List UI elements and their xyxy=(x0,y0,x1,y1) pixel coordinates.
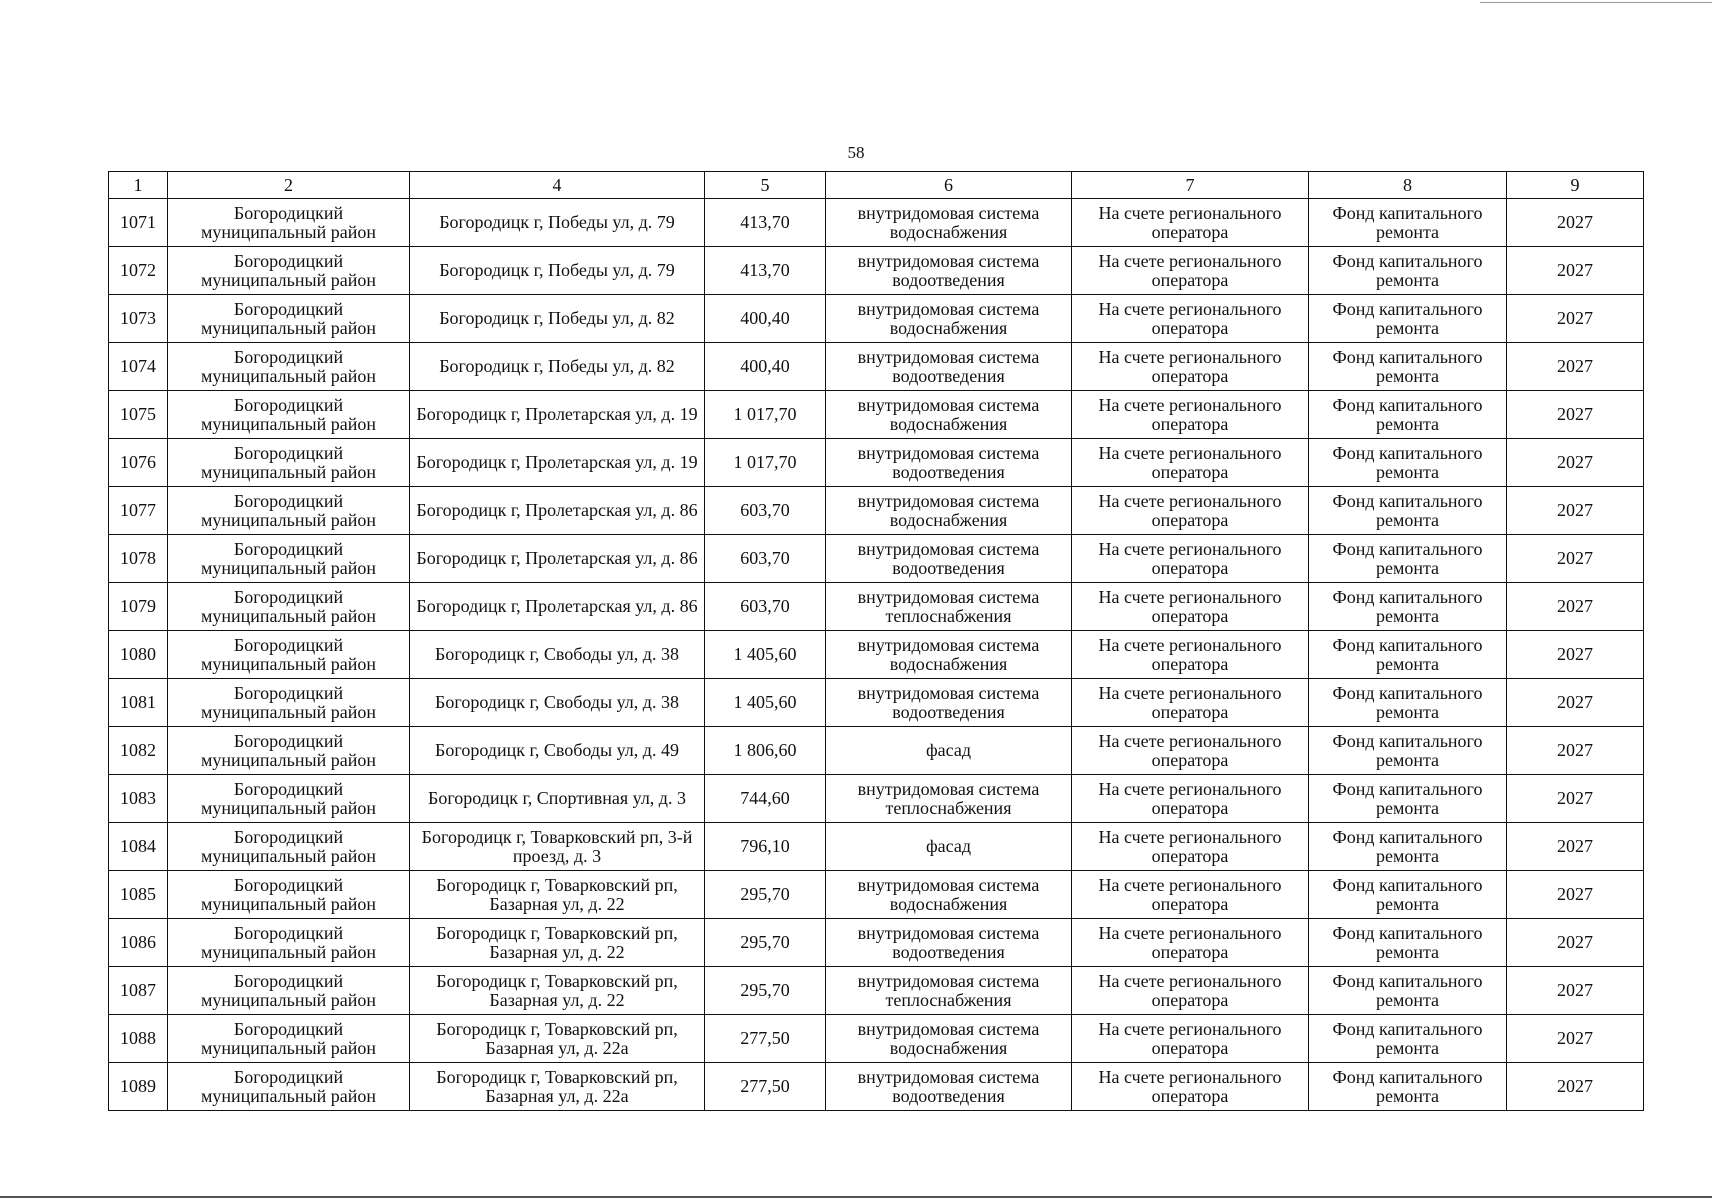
district-cell: Богородицкий муниципальный район xyxy=(168,487,410,535)
account-cell: На счете регионального оператора xyxy=(1072,919,1309,967)
year-cell: 2027 xyxy=(1507,583,1644,631)
work-type-cell: внутридомовая система водоотведения xyxy=(826,679,1072,727)
work-type-cell: внутридомовая система водоснабжения xyxy=(826,871,1072,919)
column-number-header: 6 xyxy=(826,172,1072,199)
district-cell: Богородицкий муниципальный район xyxy=(168,295,410,343)
account-cell: На счете регионального оператора xyxy=(1072,679,1309,727)
area-cell: 413,70 xyxy=(705,247,826,295)
year-cell: 2027 xyxy=(1507,295,1644,343)
district-cell: Богородицкий муниципальный район xyxy=(168,1015,410,1063)
year-cell: 2027 xyxy=(1507,727,1644,775)
row-number-cell: 1083 xyxy=(109,775,168,823)
address-cell: Богородицк г, Пролетарская ул, д. 19 xyxy=(410,439,705,487)
work-type-cell: внутридомовая система теплоснабжения xyxy=(826,583,1072,631)
funding-source-cell: Фонд капитального ремонта xyxy=(1309,1015,1507,1063)
work-type-cell: внутридомовая система водоотведения xyxy=(826,535,1072,583)
district-cell: Богородицкий муниципальный район xyxy=(168,631,410,679)
funding-source-cell: Фонд капитального ремонта xyxy=(1309,679,1507,727)
table-row xyxy=(109,775,1644,823)
funding-source-cell: Фонд капитального ремонта xyxy=(1309,247,1507,295)
district-cell: Богородицкий муниципальный район xyxy=(168,1063,410,1111)
table-row xyxy=(109,535,1644,583)
row-number-cell: 1086 xyxy=(109,919,168,967)
address-cell: Богородицк г, Товарковский рп, Базарная ул, д. 22 xyxy=(410,919,705,967)
row-number-cell: 1080 xyxy=(109,631,168,679)
work-type-cell: внутридомовая система теплоснабжения xyxy=(826,967,1072,1015)
account-cell: На счете регионального оператора xyxy=(1072,295,1309,343)
address-cell: Богородицк г, Свободы ул, д. 49 xyxy=(410,727,705,775)
funding-source-cell: Фонд капитального ремонта xyxy=(1309,727,1507,775)
account-cell: На счете регионального оператора xyxy=(1072,727,1309,775)
year-cell: 2027 xyxy=(1507,823,1644,871)
address-cell: Богородицк г, Товарковский рп, Базарная ул, д. 22 xyxy=(410,871,705,919)
table-row xyxy=(109,871,1644,919)
year-cell: 2027 xyxy=(1507,535,1644,583)
account-cell: На счете регионального оператора xyxy=(1072,1063,1309,1111)
district-cell: Богородицкий муниципальный район xyxy=(168,391,410,439)
year-cell: 2027 xyxy=(1507,631,1644,679)
year-cell: 2027 xyxy=(1507,967,1644,1015)
district-cell: Богородицкий муниципальный район xyxy=(168,871,410,919)
row-number-cell: 1085 xyxy=(109,871,168,919)
district-cell: Богородицкий муниципальный район xyxy=(168,535,410,583)
area-cell: 603,70 xyxy=(705,535,826,583)
table-row xyxy=(109,343,1644,391)
work-type-cell: внутридомовая система водоснабжения xyxy=(826,631,1072,679)
year-cell: 2027 xyxy=(1507,343,1644,391)
row-number-cell: 1088 xyxy=(109,1015,168,1063)
table-row xyxy=(109,583,1644,631)
address-cell: Богородицк г, Товарковский рп, Базарная ул, д. 22а xyxy=(410,1015,705,1063)
row-number-cell: 1084 xyxy=(109,823,168,871)
work-type-cell: внутридомовая система водоснабжения xyxy=(826,487,1072,535)
address-cell: Богородицк г, Спортивная ул, д. 3 xyxy=(410,775,705,823)
account-cell: На счете регионального оператора xyxy=(1072,487,1309,535)
table-row xyxy=(109,295,1644,343)
work-type-cell: фасад xyxy=(826,823,1072,871)
column-number-header: 4 xyxy=(410,172,705,199)
work-type-cell: внутридомовая система водоотведения xyxy=(826,439,1072,487)
work-type-cell: фасад xyxy=(826,727,1072,775)
account-cell: На счете регионального оператора xyxy=(1072,199,1309,247)
column-number-header: 5 xyxy=(705,172,826,199)
page-number: 58 xyxy=(847,143,865,162)
table-row xyxy=(109,919,1644,967)
funding-source-cell: Фонд капитального ремонта xyxy=(1309,391,1507,439)
year-cell: 2027 xyxy=(1507,679,1644,727)
funding-source-cell: Фонд капитального ремонта xyxy=(1309,487,1507,535)
area-cell: 295,70 xyxy=(705,871,826,919)
area-cell: 295,70 xyxy=(705,967,826,1015)
table-row xyxy=(109,1015,1644,1063)
area-cell: 295,70 xyxy=(705,919,826,967)
address-cell: Богородицк г, Товарковский рп, 3-й проезд, д. 3 xyxy=(410,823,705,871)
district-cell: Богородицкий муниципальный район xyxy=(168,439,410,487)
district-cell: Богородицкий муниципальный район xyxy=(168,967,410,1015)
row-number-cell: 1082 xyxy=(109,727,168,775)
row-number-cell: 1073 xyxy=(109,295,168,343)
work-type-cell: внутридомовая система водоснабжения xyxy=(826,1015,1072,1063)
column-number-row xyxy=(109,172,1644,199)
year-cell: 2027 xyxy=(1507,919,1644,967)
row-number-cell: 1075 xyxy=(109,391,168,439)
year-cell: 2027 xyxy=(1507,775,1644,823)
district-cell: Богородицкий муниципальный район xyxy=(168,679,410,727)
funding-source-cell: Фонд капитального ремонта xyxy=(1309,439,1507,487)
year-cell: 2027 xyxy=(1507,1063,1644,1111)
district-cell: Богородицкий муниципальный район xyxy=(168,919,410,967)
district-cell: Богородицкий муниципальный район xyxy=(168,775,410,823)
area-cell: 1 017,70 xyxy=(705,391,826,439)
funding-source-cell: Фонд капитального ремонта xyxy=(1309,823,1507,871)
area-cell: 413,70 xyxy=(705,199,826,247)
year-cell: 2027 xyxy=(1507,247,1644,295)
column-number-header: 2 xyxy=(168,172,410,199)
scan-edge-line xyxy=(1480,2,1712,3)
account-cell: На счете регионального оператора xyxy=(1072,823,1309,871)
funding-source-cell: Фонд капитального ремонта xyxy=(1309,871,1507,919)
work-type-cell: внутридомовая система водоснабжения xyxy=(826,295,1072,343)
work-type-cell: внутридомовая система водоотведения xyxy=(826,1063,1072,1111)
district-cell: Богородицкий муниципальный район xyxy=(168,343,410,391)
district-cell: Богородицкий муниципальный район xyxy=(168,727,410,775)
row-number-cell: 1077 xyxy=(109,487,168,535)
area-cell: 603,70 xyxy=(705,487,826,535)
row-number-cell: 1076 xyxy=(109,439,168,487)
address-cell: Богородицк г, Победы ул, д. 79 xyxy=(410,247,705,295)
address-cell: Богородицк г, Победы ул, д. 79 xyxy=(410,199,705,247)
work-type-cell: внутридомовая система водоотведения xyxy=(826,247,1072,295)
address-cell: Богородицк г, Свободы ул, д. 38 xyxy=(410,679,705,727)
account-cell: На счете регионального оператора xyxy=(1072,439,1309,487)
capital-repair-table xyxy=(108,171,1644,1111)
year-cell: 2027 xyxy=(1507,199,1644,247)
account-cell: На счете регионального оператора xyxy=(1072,391,1309,439)
address-cell: Богородицк г, Пролетарская ул, д. 86 xyxy=(410,535,705,583)
table-row xyxy=(109,679,1644,727)
area-cell: 277,50 xyxy=(705,1063,826,1111)
row-number-cell: 1074 xyxy=(109,343,168,391)
table-row xyxy=(109,391,1644,439)
address-cell: Богородицк г, Товарковский рп, Базарная ул, д. 22 xyxy=(410,967,705,1015)
year-cell: 2027 xyxy=(1507,1015,1644,1063)
account-cell: На счете регионального оператора xyxy=(1072,967,1309,1015)
row-number-cell: 1071 xyxy=(109,199,168,247)
address-cell: Богородицк г, Победы ул, д. 82 xyxy=(410,343,705,391)
column-number-header: 8 xyxy=(1309,172,1507,199)
funding-source-cell: Фонд капитального ремонта xyxy=(1309,775,1507,823)
area-cell: 1 806,60 xyxy=(705,727,826,775)
work-type-cell: внутридомовая система водоснабжения xyxy=(826,391,1072,439)
area-cell: 1 017,70 xyxy=(705,439,826,487)
funding-source-cell: Фонд капитального ремонта xyxy=(1309,583,1507,631)
row-number-cell: 1089 xyxy=(109,1063,168,1111)
account-cell: На счете регионального оператора xyxy=(1072,775,1309,823)
table-row xyxy=(109,631,1644,679)
work-type-cell: внутридомовая система теплоснабжения xyxy=(826,775,1072,823)
area-cell: 277,50 xyxy=(705,1015,826,1063)
address-cell: Богородицк г, Пролетарская ул, д. 86 xyxy=(410,487,705,535)
address-cell: Богородицк г, Пролетарская ул, д. 19 xyxy=(410,391,705,439)
row-number-cell: 1087 xyxy=(109,967,168,1015)
funding-source-cell: Фонд капитального ремонта xyxy=(1309,967,1507,1015)
area-cell: 1 405,60 xyxy=(705,679,826,727)
account-cell: На счете регионального оператора xyxy=(1072,583,1309,631)
table-body xyxy=(109,199,1644,1111)
work-type-cell: внутридомовая система водоотведения xyxy=(826,343,1072,391)
scan-bottom-edge xyxy=(0,1196,1712,1198)
account-cell: На счете регионального оператора xyxy=(1072,631,1309,679)
address-cell: Богородицк г, Товарковский рп, Базарная ул, д. 22а xyxy=(410,1063,705,1111)
work-type-cell: внутридомовая система водоснабжения xyxy=(826,199,1072,247)
year-cell: 2027 xyxy=(1507,871,1644,919)
column-number-header: 1 xyxy=(109,172,168,199)
year-cell: 2027 xyxy=(1507,487,1644,535)
year-cell: 2027 xyxy=(1507,391,1644,439)
table-row xyxy=(109,439,1644,487)
funding-source-cell: Фонд капитального ремонта xyxy=(1309,295,1507,343)
address-cell: Богородицк г, Пролетарская ул, д. 86 xyxy=(410,583,705,631)
address-cell: Богородицк г, Победы ул, д. 82 xyxy=(410,295,705,343)
table-row xyxy=(109,1063,1644,1111)
account-cell: На счете регионального оператора xyxy=(1072,247,1309,295)
row-number-cell: 1072 xyxy=(109,247,168,295)
district-cell: Богородицкий муниципальный район xyxy=(168,823,410,871)
table-row xyxy=(109,487,1644,535)
area-cell: 796,10 xyxy=(705,823,826,871)
table-row xyxy=(109,967,1644,1015)
area-cell: 400,40 xyxy=(705,343,826,391)
funding-source-cell: Фонд капитального ремонта xyxy=(1309,535,1507,583)
area-cell: 744,60 xyxy=(705,775,826,823)
district-cell: Богородицкий муниципальный район xyxy=(168,583,410,631)
table-row xyxy=(109,199,1644,247)
area-cell: 603,70 xyxy=(705,583,826,631)
funding-source-cell: Фонд капитального ремонта xyxy=(1309,343,1507,391)
district-cell: Богородицкий муниципальный район xyxy=(168,247,410,295)
table-row xyxy=(109,823,1644,871)
funding-source-cell: Фонд капитального ремонта xyxy=(1309,919,1507,967)
account-cell: На счете регионального оператора xyxy=(1072,535,1309,583)
account-cell: На счете регионального оператора xyxy=(1072,871,1309,919)
address-cell: Богородицк г, Свободы ул, д. 38 xyxy=(410,631,705,679)
column-number-header: 9 xyxy=(1507,172,1644,199)
account-cell: На счете регионального оператора xyxy=(1072,343,1309,391)
account-cell: На счете регионального оператора xyxy=(1072,1015,1309,1063)
year-cell: 2027 xyxy=(1507,439,1644,487)
column-number-header: 7 xyxy=(1072,172,1309,199)
funding-source-cell: Фонд капитального ремонта xyxy=(1309,1063,1507,1111)
table-row xyxy=(109,247,1644,295)
district-cell: Богородицкий муниципальный район xyxy=(168,199,410,247)
work-type-cell: внутридомовая система водоотведения xyxy=(826,919,1072,967)
table-row xyxy=(109,727,1644,775)
area-cell: 1 405,60 xyxy=(705,631,826,679)
row-number-cell: 1081 xyxy=(109,679,168,727)
row-number-cell: 1079 xyxy=(109,583,168,631)
funding-source-cell: Фонд капитального ремонта xyxy=(1309,199,1507,247)
area-cell: 400,40 xyxy=(705,295,826,343)
row-number-cell: 1078 xyxy=(109,535,168,583)
funding-source-cell: Фонд капитального ремонта xyxy=(1309,631,1507,679)
